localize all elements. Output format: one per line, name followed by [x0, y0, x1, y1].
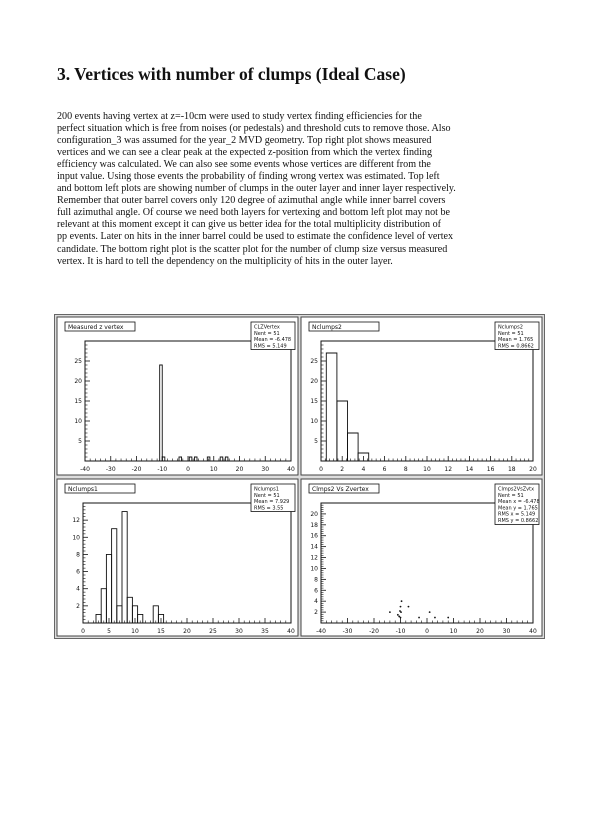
plot-title-box: [65, 322, 135, 331]
x-tick-label: 4: [361, 466, 366, 473]
scatter-point: [400, 606, 402, 608]
y-tick-label: 2: [76, 602, 80, 610]
x-tick-label: 18: [507, 466, 516, 473]
y-tick-label: 4: [314, 598, 318, 606]
x-tick-label: 20: [235, 466, 244, 473]
x-tick-label: -20: [131, 466, 142, 473]
x-tick-label: 10: [209, 466, 218, 473]
paragraph-line: vertices and we can see a clear peak at the expected z-position from which the vertex finding: [57, 147, 432, 159]
scatter-point: [401, 600, 403, 602]
paragraph-line: configuration_3 was assumed for the year_2 MVD geometry. Top right plot shows measured: [57, 135, 432, 147]
stats-box: [251, 322, 295, 350]
y-tick-label: 10: [310, 418, 318, 425]
stats-line: Nent = 51: [254, 331, 280, 337]
stats-line: RMS = 5.149: [254, 343, 287, 350]
y-tick-label: 8: [314, 576, 318, 584]
x-tick-label: 14: [465, 466, 474, 473]
x-tick-label: 5: [107, 628, 111, 635]
x-tick-label: -40: [80, 466, 90, 473]
paragraph-line: 200 events having vertex at z=-10cm were used to study vertex finding efficiencies for the: [57, 111, 422, 122]
y-tick-label: 6: [314, 587, 318, 595]
stats-line: RMS y = 0.8662: [498, 517, 539, 524]
stats-box: [495, 484, 540, 525]
plot-title-box: [309, 322, 379, 331]
scatter-point: [397, 614, 399, 616]
body-paragraph: [57, 111, 525, 268]
x-tick-label: 30: [261, 466, 270, 473]
x-tick-label: 8: [403, 466, 408, 473]
x-tick-label: -30: [105, 466, 116, 473]
x-tick-label: 12: [444, 466, 453, 473]
plot-title-box: [309, 484, 379, 493]
y-tick-label: 5: [78, 438, 82, 445]
y-tick-label: 16: [310, 532, 318, 540]
x-tick-label: 40: [287, 466, 295, 473]
paragraph-line: Remember that outer barrel covers only 120 degree of azimuthal angle while inner barrel covers: [57, 195, 446, 207]
scatter-point: [418, 617, 420, 619]
scatter-point: [389, 611, 391, 613]
stats-name: Nclumps2: [498, 324, 523, 331]
paragraph-line: and bottom left plots are showing number of clumps in the outer layer and inner layer respectively.: [57, 183, 456, 195]
scatter-point: [398, 616, 400, 618]
y-tick-label: 14: [310, 543, 318, 551]
y-tick-label: 20: [74, 378, 82, 385]
stats-line: Mean y = 1.765: [498, 505, 538, 512]
stats-name: Nclumps1: [254, 486, 279, 493]
y-tick-label: 25: [310, 358, 318, 365]
plot-panel: [301, 479, 542, 636]
y-tick-label: 25: [74, 358, 82, 365]
stats-line: Mean x = -6.478: [498, 499, 540, 506]
y-tick-label: 8: [76, 551, 80, 559]
plot-grid: [55, 315, 544, 638]
x-tick-label: 30: [235, 628, 243, 635]
y-tick-label: 20: [310, 378, 318, 385]
plot-title: Measured z vertex: [68, 324, 124, 331]
plot-title: Clmps2 Vs Zvertex: [312, 486, 369, 493]
plot-panel: [57, 479, 298, 636]
paragraph-line: full azimuthal angle. Of course we need both layers for vertexing and bottom left plot may not be: [57, 207, 450, 219]
y-tick-label: 2: [314, 609, 318, 617]
stats-line: RMS = 0.8662: [498, 343, 534, 350]
y-tick-label: 15: [74, 398, 82, 405]
y-tick-label: 20: [310, 510, 318, 518]
x-tick-label: 0: [81, 628, 85, 635]
paragraph-line: pp events. Later on hits in the inner barrel could be used to estimate the confidence level of vertex: [57, 231, 454, 243]
stats-name: Clmps2VsZvtx: [498, 486, 535, 493]
x-tick-label: 0: [425, 628, 429, 635]
x-tick-label: 30: [502, 628, 511, 635]
x-tick-label: 0: [186, 466, 190, 473]
x-tick-label: 0: [319, 466, 323, 473]
scatter-point: [429, 611, 431, 613]
stats-line: Nent = 51: [254, 493, 280, 499]
stats-line: Mean = -6.478: [254, 337, 292, 344]
y-tick-label: 10: [74, 418, 82, 425]
plot-canvas: [54, 314, 545, 639]
y-tick-label: 12: [310, 554, 318, 562]
scatter-point: [408, 606, 410, 608]
paragraph-line: relevant at this moment except it can give us better idea for the total multiplicity distribution of: [57, 219, 442, 231]
y-tick-label: 10: [310, 565, 318, 573]
x-tick-label: 20: [529, 466, 537, 473]
x-tick-label: 40: [529, 628, 537, 635]
y-tick-label: 12: [72, 517, 80, 525]
x-tick-label: 20: [183, 628, 191, 635]
x-tick-label: 10: [423, 466, 431, 473]
y-tick-label: 18: [310, 521, 318, 529]
x-tick-label: -40: [316, 628, 326, 635]
y-tick-label: 10: [72, 534, 80, 542]
stats-box: [495, 322, 539, 350]
stats-line: RMS x = 5.149: [498, 511, 536, 518]
x-tick-label: -10: [157, 466, 168, 473]
page-title: 3. Vertices with number of clumps (Ideal Case): [57, 64, 406, 84]
x-tick-label: 10: [131, 628, 139, 635]
stats-line: Nent = 51: [498, 331, 524, 337]
paragraph-line: perfect situation which is free from noises (or pedestals) and threshold cuts to remove those. Also: [57, 123, 451, 135]
x-tick-label: 25: [209, 628, 217, 635]
y-tick-label: 5: [314, 438, 318, 445]
y-tick-label: 6: [76, 568, 80, 576]
x-tick-label: -20: [369, 628, 379, 635]
x-tick-label: 20: [476, 628, 484, 635]
stats-line: Nent = 51: [498, 493, 524, 499]
scatter-point: [399, 610, 401, 612]
x-tick-label: 10: [449, 628, 458, 635]
plot-panel: [57, 317, 298, 475]
stats-name: CLZVertex: [254, 324, 280, 331]
x-tick-label: 16: [486, 466, 495, 473]
x-tick-label: 15: [157, 628, 165, 635]
paragraph-line: efficiency was calculated. We can also see some events whose vertices are different from the: [57, 159, 431, 171]
x-tick-label: 2: [340, 466, 345, 473]
plot-title: Nclumps2: [312, 324, 342, 331]
scatter-point: [447, 617, 449, 619]
scatter-point: [434, 617, 436, 619]
stats-line: RMS = 3.55: [254, 505, 284, 512]
paragraph-line: candidate. The bottom right plot is the scatter plot for the number of clump size versus measured: [57, 243, 448, 255]
plot-title-box: [65, 484, 135, 493]
plot-panel: [301, 317, 542, 475]
x-tick-label: -30: [342, 628, 353, 635]
x-tick-label: 35: [261, 628, 269, 635]
plot-title: Nclumps1: [68, 486, 98, 493]
stats-box: [251, 484, 295, 512]
x-tick-label: 40: [287, 628, 295, 635]
paragraph-line: vertex. It is hard to tell the dependency on the multiplicity of hits in the outer layer.: [57, 255, 393, 267]
paragraph-line: input value. Using those events the probability of finding wrong vertex was estimated. Top left: [57, 171, 440, 183]
x-tick-label: 6: [382, 466, 387, 473]
y-tick-label: 4: [76, 585, 80, 593]
stats-line: Mean = 7.929: [254, 499, 290, 506]
x-tick-label: -10: [395, 628, 406, 635]
y-tick-label: 15: [310, 398, 318, 405]
stats-line: Mean = 1.765: [498, 337, 534, 344]
